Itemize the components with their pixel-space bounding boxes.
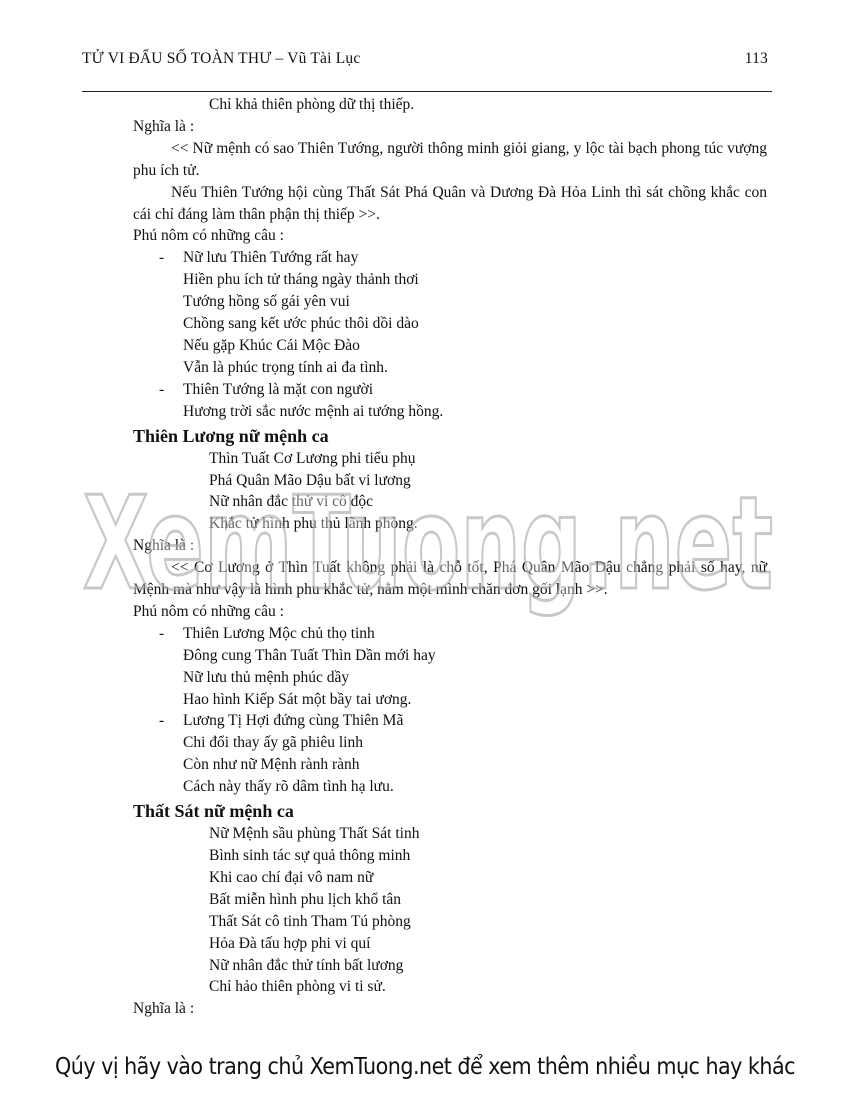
page-number: 113 xyxy=(744,50,768,67)
verse-line: Chỉ hảo thiên phòng vi ti sử. xyxy=(209,978,386,996)
nghia-la-label: Nghĩa là : xyxy=(133,117,195,135)
poem-line: - Nữ lưu Thiên Tướng rất hay xyxy=(133,247,767,269)
verse-line: Nữ nhân đắc thử vi cô độc xyxy=(209,493,374,511)
verse-line: Khi cao chí đại vô nam nữ xyxy=(209,868,374,886)
verse-line: Thìn Tuất Cơ Lương phi tiểu phụ xyxy=(209,449,416,467)
nghia-la-label: Nghĩa là : xyxy=(133,537,195,555)
poem-line: - Lương Tị Hợi đứng cùng Thiên Mã xyxy=(133,710,767,732)
footer-promo: Qúy vị hãy vào trang chủ XemTuong.net để xem thêm nhiều mục hay khác xyxy=(55,1052,795,1080)
poem-line: Hiền phu ích tử tháng ngày thảnh thơi xyxy=(183,271,419,289)
poem-line: Hao hình Kiếp Sát một bầy tai ương. xyxy=(183,690,412,708)
explanation-paragraph: << Nữ mệnh có sao Thiên Tướng, người thông minh giỏi giang, y lộc tài bạch phong túc vượng phu ích tử. xyxy=(133,139,767,179)
dash-bullet: - xyxy=(159,712,165,730)
poem-line: Đông cung Thân Tuất Thìn Dần mới hay xyxy=(183,646,436,664)
poem-line: Hương trời sắc nước mệnh ai tướng hồng. xyxy=(183,402,444,420)
verse-line: Hỏa Đà tấu hợp phi vi quí xyxy=(209,934,371,952)
section-heading: Thiên Lương nữ mệnh ca xyxy=(133,425,329,446)
dash-bullet: - xyxy=(159,624,165,642)
section-heading: Thất Sát nữ mệnh ca xyxy=(133,801,294,822)
verse-line: Khắc tử hình phu thủ lãnh phòng. xyxy=(209,515,418,533)
page-body xyxy=(133,94,767,1020)
watermark-text: XemTuong.net xyxy=(83,470,773,619)
poem-line: Vẫn là phúc trọng tính ai đa tình. xyxy=(183,358,388,376)
verse-line: Nữ nhân đắc thử tính bất lương xyxy=(209,956,404,974)
poem-line: Còn như nữ Mệnh rành rành xyxy=(183,756,360,774)
phu-nom-label: Phú nôm có những câu : xyxy=(133,602,284,620)
verse-line: Bình sinh tác sự quả thông minh xyxy=(209,847,411,864)
running-title: TỬ VI ĐẨU SỐ TOÀN THƯ – Vũ Tài Lục xyxy=(82,50,361,67)
poem-line: Tướng hồng số gái yên vui xyxy=(183,293,350,311)
verse-line: Nữ Mệnh sầu phùng Thất Sát tinh xyxy=(209,825,420,843)
page-header xyxy=(82,50,768,68)
poem-line: Cách này thấy rõ dâm tình hạ lưu. xyxy=(183,778,394,796)
poem-line: Nữ lưu thủ mệnh phúc dầy xyxy=(183,668,350,686)
nghia-la-label: Nghĩa là : xyxy=(133,1000,195,1018)
explanation-paragraph: << Cơ Lương ở Thìn Tuất không phải là chỗ tốt, Phá Quân Mão Dậu chẳng phải số hay, nữ Mệnh mà như vậy là hình phu khắc tử, nằm một mình chăn đơn gối lạnh >>. xyxy=(133,559,767,599)
dash-bullet: - xyxy=(159,249,165,267)
verse-line: Phá Quân Mão Dậu bất vi lương xyxy=(209,471,411,489)
poem-line: Chi đổi thay ấy gã phiêu linh xyxy=(183,734,363,752)
poem-line: - Thiên Lương Mộc chủ thọ tinh xyxy=(133,623,767,645)
header-rule xyxy=(82,91,772,92)
verse-line: Thất Sát cô tinh Tham Tú phòng xyxy=(209,912,411,930)
explanation-paragraph: Nếu Thiên Tướng hội cùng Thất Sát Phá Quân và Dương Đà Hỏa Linh thì sát chồng khắc con cái chỉ đáng làm thân phận thị thiếp >>. xyxy=(133,183,767,223)
poem-line: - Thiên Tướng là mặt con người xyxy=(133,379,767,401)
dash-bullet: - xyxy=(159,380,165,398)
poem-line: Nếu gặp Khúc Cái Mộc Đào xyxy=(183,336,360,354)
verse-line: Bất miễn hình phu lịch khổ tân xyxy=(209,890,402,908)
poem-line: Chồng sang kết ước phúc thôi dồi dào xyxy=(183,315,419,333)
phu-nom-label: Phú nôm có những câu : xyxy=(133,227,284,245)
verse-line: Chỉ khả thiên phòng dữ thị thiếp. xyxy=(209,96,415,113)
